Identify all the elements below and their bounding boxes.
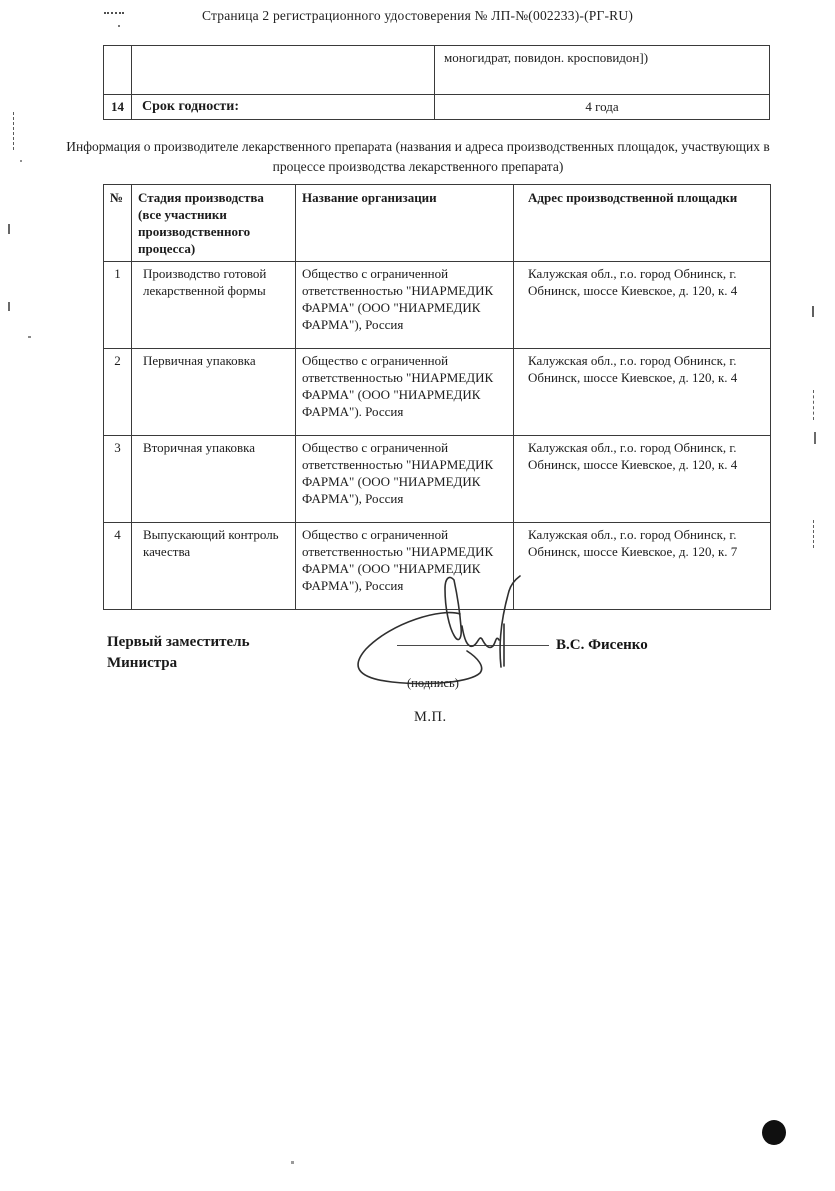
shelf-life-label: Срок годности: — [132, 95, 435, 120]
header-organization: Название организации — [296, 185, 514, 262]
organization-cell: Общество с ограниченной ответственностью "НИАРМЕДИК ФАРМА" (ООО "НИАРМЕДИК ФАРМА"), Россия — [296, 435, 514, 522]
table-row — [104, 46, 770, 95]
empty-cell — [104, 46, 132, 95]
page-title: Страница 2 регистрационного удостоверения № ЛП-№(002233)-(РГ-RU) — [201, 8, 634, 23]
row-number: 2 — [104, 348, 132, 435]
scan-artifact — [813, 520, 814, 548]
manufacturer-info-paragraph: Информация о производителе лекарственного препарата (названия и адреса производственных площадок, участвующих в процессе производства лекарственного препарата) — [66, 139, 770, 174]
stage-cell: Первичная упаковка — [132, 348, 296, 435]
table-row — [104, 95, 770, 120]
scan-artifact — [118, 25, 120, 27]
scan-artifact — [8, 302, 10, 311]
organization-cell: Общество с ограниченной ответственностью "НИАРМЕДИК ФАРМА" (ООО "НИАРМЕДИК ФАРМА"), Россия — [296, 261, 514, 348]
stage-cell: Производство готовой лекарственной формы — [132, 261, 296, 348]
row-number: 1 — [104, 261, 132, 348]
scan-artifact — [812, 306, 814, 317]
signature-caption: (подпись) — [407, 676, 459, 690]
header-num: № — [104, 185, 132, 262]
signer-title: Первый заместитель Министра — [107, 634, 250, 671]
punch-hole-dot — [762, 1120, 786, 1145]
address-cell: Калужская обл., г.о. город Обнинск, г. Обнинск, шоссе Киевское, д. 120, к. 7 — [514, 522, 771, 609]
scan-artifact — [814, 432, 816, 444]
address-cell: Калужская обл., г.о. город Обнинск, г. Обнинск, шоссе Киевское, д. 120, к. 4 — [514, 261, 771, 348]
table-row — [104, 435, 771, 522]
stage-cell: Выпускающий контроль качества — [132, 522, 296, 609]
header-stage: Стадия производства (все участники производственного процесса) — [132, 185, 296, 262]
seal-placeholder: М.П. — [414, 709, 447, 725]
stage-cell: Вторичная упаковка — [132, 435, 296, 522]
address-cell: Калужская обл., г.о. город Обнинск, г. Обнинск, шоссе Киевское, д. 120, к. 4 — [514, 435, 771, 522]
scan-artifact — [291, 1161, 294, 1164]
scan-artifact — [8, 224, 10, 234]
row-number: 4 — [104, 522, 132, 609]
row-number: 14 — [104, 95, 132, 120]
address-cell: Калужская обл., г.о. город Обнинск, г. Обнинск, шоссе Киевское, д. 120, к. 4 — [514, 348, 771, 435]
organization-cell: Общество с ограниченной ответственностью "НИАРМЕДИК ФАРМА" (ООО "НИАРМЕДИК ФАРМА"), Россия — [296, 522, 514, 609]
excipients-continuation: моногидрат, повидон. кросповидон]) — [435, 46, 770, 95]
signature-scribble — [350, 570, 570, 705]
header-address: Адрес производственной площадки — [514, 185, 771, 262]
scan-artifact — [813, 390, 814, 420]
empty-cell — [132, 46, 435, 95]
organization-cell: Общество с ограниченной ответственностью "НИАРМЕДИК ФАРМА" (ООО "НИАРМЕДИК ФАРМА"). Россия — [296, 348, 514, 435]
scan-artifact — [20, 160, 22, 162]
shelf-life-table — [103, 45, 770, 120]
table-row — [104, 348, 771, 435]
table-header-row — [104, 185, 771, 262]
manufacturers-table — [103, 184, 771, 610]
row-number: 3 — [104, 435, 132, 522]
table-row — [104, 261, 771, 348]
scan-artifact — [28, 336, 31, 338]
scan-artifact — [13, 112, 14, 150]
signer-name: В.С. Фисенко — [556, 637, 648, 653]
shelf-life-value: 4 года — [435, 95, 770, 120]
